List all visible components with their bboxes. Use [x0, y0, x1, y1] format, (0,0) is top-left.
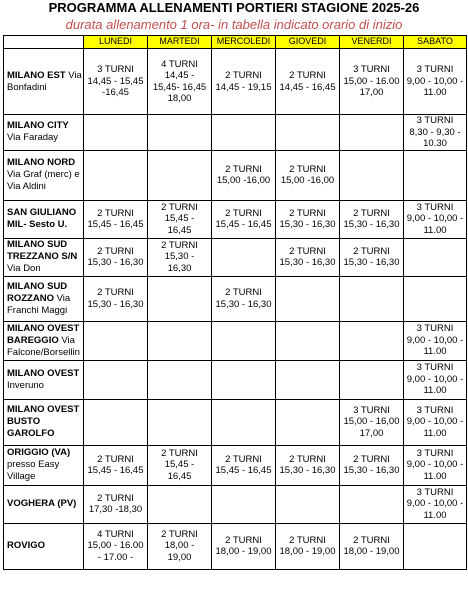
schedule-cell: [276, 523, 340, 569]
schedule-cell: [84, 115, 148, 151]
schedule-text: 3 TURNI 9,00 - 10,00 - 11.00: [406, 486, 464, 521]
schedule-cell: [148, 399, 212, 445]
schedule-text: 2 TURNI 15,45 - 16,45: [87, 453, 144, 476]
schedule-cell: [148, 49, 212, 115]
schedule-cell: [148, 445, 212, 485]
schedule-text: 3 TURNI 8,30 - 9,30 - 10.30: [409, 115, 461, 149]
location-detail: Via Falcone/Borsellin: [7, 334, 80, 358]
schedule-cell: [84, 523, 148, 569]
schedule-text: 3 TURNI 15,00 - 16.00 17,00: [343, 64, 400, 99]
schedule-text: 3 TURNI 15,00 - 16,00 17,00: [343, 404, 400, 439]
location-cell: [4, 445, 84, 485]
schedule-cell: [84, 238, 148, 276]
schedule-cell: [276, 200, 340, 238]
location-cell: [4, 360, 84, 399]
schedule-text: 2 TURNI 18,00 - 19,00: [161, 528, 198, 563]
location-cell: [4, 485, 84, 523]
schedule-cell: [404, 238, 467, 276]
schedule-text: 2 TURNI 15,30 - 16,30: [279, 453, 336, 476]
location-detail: presso Easy Village: [7, 459, 60, 482]
schedule-cell: [212, 49, 276, 115]
schedule-cell: [276, 360, 340, 399]
schedule-cell: [212, 238, 276, 276]
schedule-text: 3 TURNI 9,00 - 10,00 - 11.00: [406, 362, 464, 397]
table-row: [4, 523, 467, 569]
schedule-cell: [84, 276, 148, 321]
schedule-cell: [212, 485, 276, 523]
schedule-cell: [404, 445, 467, 485]
schedule-cell: [276, 276, 340, 321]
schedule-cell: [212, 321, 276, 360]
schedule-text: 2 TURNI 15,30 - 16,30: [343, 453, 400, 476]
schedule-text: 2 TURNI 15,30 - 16,30: [279, 207, 336, 230]
schedule-text: 2 TURNI 15,30 - 16,30: [343, 245, 400, 268]
location-name: ORIGGIO (VA): [7, 447, 71, 458]
table-row: [4, 276, 467, 321]
location-cell: [4, 399, 84, 445]
location-name: MILANO OVEST BAREGGIO: [7, 322, 80, 346]
schedule-cell: [340, 485, 404, 523]
table-row: [4, 360, 467, 399]
schedule-text: 3 TURNI 9,00 - 10,00 - 11.00: [406, 323, 464, 358]
location-cell: [4, 49, 84, 115]
schedule-cell: [84, 200, 148, 238]
schedule-cell: [340, 321, 404, 360]
location-detail: Via Bonfadini: [7, 69, 82, 93]
schedule-cell: [148, 485, 212, 523]
table-row: [4, 399, 467, 445]
table-row: [4, 150, 467, 200]
schedule-text: 4 TURNI 15,00 - 16.00 - 17.00 -: [87, 528, 144, 563]
schedule-text: 2 TURNI 15,00 -16,00: [216, 163, 271, 186]
location-detail: Via Faraday: [7, 132, 59, 144]
schedule-text: 2 TURNI 15,30 - 16,30: [343, 207, 400, 230]
schedule-text: 2 TURNI 15,00 -16,00: [280, 163, 335, 186]
schedule-cell: [404, 276, 467, 321]
table-row: [4, 200, 467, 238]
schedule-cell: [340, 49, 404, 115]
day-header-saturday: SABATO: [404, 36, 467, 49]
schedule-cell: [340, 523, 404, 569]
table-row: [4, 321, 467, 360]
schedule-text: 2 TURNI 15,30 - 16,30: [87, 287, 144, 310]
schedule-text: 2 TURNI 15,45 - 16,45: [215, 453, 272, 476]
schedule-cell: [212, 115, 276, 151]
schedule-cell: [404, 321, 467, 360]
schedule-text: 2 TURNI 18,00 - 19,00: [343, 534, 400, 557]
schedule-cell: [212, 276, 276, 321]
schedule-text: 2 TURNI 18,00 - 19,00: [279, 534, 336, 557]
schedule-table: [3, 35, 467, 570]
schedule-text: 2 TURNI 15,45 - 16,45: [215, 207, 272, 230]
schedule-cell: [212, 399, 276, 445]
schedule-cell: [404, 485, 467, 523]
location-name: MILANO SUD ROZZANO: [7, 280, 68, 304]
schedule-cell: [84, 399, 148, 445]
day-header-friday: VENERDI: [340, 36, 404, 49]
schedule-cell: [148, 523, 212, 569]
schedule-cell: [404, 200, 467, 238]
schedule-text: 2 TURNI 18,00 - 19,00: [215, 534, 272, 557]
schedule-cell: [148, 360, 212, 399]
location-cell: [4, 238, 84, 276]
location-name: MILANO CITY: [7, 120, 69, 132]
schedule-text: 2 TURNI 14,45 - 16,45: [279, 70, 336, 93]
location-cell: [4, 523, 84, 569]
location-detail: Via Don: [7, 263, 41, 274]
schedule-cell: [84, 360, 148, 399]
schedule-cell: [404, 115, 467, 151]
schedule-text: 2 TURNI 15,45 - 16,45: [161, 447, 198, 482]
location-name: MILANO OVEST BUSTO GAROLFO: [7, 404, 80, 439]
schedule-cell: [84, 321, 148, 360]
schedule-cell: [276, 399, 340, 445]
schedule-cell: [404, 49, 467, 115]
schedule-text: 2 TURNI 15,30 - 16,30: [279, 245, 336, 268]
location-detail: Inveruno: [7, 379, 44, 391]
location-cell: [4, 115, 84, 151]
table-row: [4, 238, 467, 276]
schedule-cell: [148, 238, 212, 276]
schedule-text: 3 TURNI 9,00 - 10,00 - 11.00: [406, 64, 464, 99]
schedule-text: 3 TURNI 9,00 - 10,00 - 11.00: [406, 201, 464, 236]
day-header-monday: LUNEDI: [84, 36, 148, 49]
schedule-text: 2 TURNI 17,30 -18,30: [88, 492, 143, 515]
schedule-text: 2 TURNI 15,45 - 16,45: [161, 201, 198, 236]
location-cell: [4, 200, 84, 238]
schedule-cell: [276, 49, 340, 115]
location-cell: [4, 150, 84, 200]
table-row: [4, 485, 467, 523]
schedule-cell: [340, 150, 404, 200]
day-header-wednesday: MERCOLEDI: [212, 36, 276, 49]
location-cell: [4, 321, 84, 360]
schedule-cell: [340, 115, 404, 151]
schedule-text: 3 TURNI 9,00 - 10,00 - 11.00: [406, 447, 464, 482]
location-name: MILANO OVEST: [7, 367, 80, 379]
location-name: MILANO SUD TREZZANO S/N: [7, 239, 78, 262]
schedule-cell: [340, 399, 404, 445]
schedule-cell: [212, 150, 276, 200]
schedule-cell: [212, 360, 276, 399]
schedule-cell: [276, 115, 340, 151]
schedule-cell: [84, 445, 148, 485]
schedule-cell: [148, 200, 212, 238]
table-row: [4, 49, 467, 115]
schedule-cell: [340, 276, 404, 321]
schedule-text: 2 TURNI 15,45 - 16,45: [87, 207, 144, 230]
schedule-cell: [404, 360, 467, 399]
table-row: [4, 115, 467, 151]
schedule-text: 3 TURNI 14,45 - 15,45 -16,45: [87, 64, 144, 99]
schedule-text: 2 TURNI 14,45 - 19,15: [215, 70, 272, 93]
day-header-thursday: GIOVEDI: [276, 36, 340, 49]
schedule-cell: [404, 150, 467, 200]
corner-cell: [4, 36, 84, 49]
location-name: VOGHERA (PV): [7, 498, 77, 509]
schedule-cell: [148, 150, 212, 200]
schedule-cell: [276, 238, 340, 276]
schedule-cell: [276, 445, 340, 485]
location-detail: Via Graf (merc) e Via Aldini: [7, 169, 80, 192]
table-row: [4, 445, 467, 485]
schedule-text: 2 TURNI 15,30 - 16,30: [161, 239, 198, 274]
schedule-cell: [84, 49, 148, 115]
schedule-cell: [340, 360, 404, 399]
location-name: MILANO NORD: [7, 157, 76, 168]
schedule-text: 4 TURNI 14,45 - 15,45- 16,45 18,00: [152, 58, 207, 104]
location-detail: Via Franchi Maggi: [7, 292, 71, 316]
schedule-cell: [148, 115, 212, 151]
location-name: SAN GIULIANO MIL- Sesto U.: [7, 207, 77, 230]
location-cell: [4, 276, 84, 321]
schedule-cell: [148, 321, 212, 360]
schedule-text: 2 TURNI 15,30 - 16,30: [215, 287, 272, 310]
schedule-cell: [84, 150, 148, 200]
schedule-cell: [340, 445, 404, 485]
header-row: [4, 36, 467, 49]
schedule-cell: [404, 399, 467, 445]
schedule-cell: [340, 238, 404, 276]
schedule-text: 3 TURNI 9,00 - 10,00 - 11.00: [406, 404, 464, 439]
schedule-cell: [212, 445, 276, 485]
day-header-tuesday: MARTEDI: [148, 36, 212, 49]
schedule-cell: [340, 200, 404, 238]
page-title: PROGRAMMA ALLENAMENTI PORTIERI STAGIONE 2025-26: [48, 0, 420, 15]
schedule-cell: [212, 523, 276, 569]
schedule-cell: [84, 485, 148, 523]
schedule-cell: [212, 200, 276, 238]
page-subtitle: durata allenamento 1 ora- in tabella indicato orario di inizio: [65, 17, 403, 32]
schedule-cell: [148, 276, 212, 321]
location-name: ROVIGO: [7, 540, 46, 551]
schedule-text: 2 TURNI 15,30 - 16,30: [87, 245, 144, 268]
schedule-cell: [276, 321, 340, 360]
schedule-cell: [404, 523, 467, 569]
schedule-cell: [276, 150, 340, 200]
schedule-cell: [276, 485, 340, 523]
location-name: MILANO EST: [7, 69, 66, 81]
